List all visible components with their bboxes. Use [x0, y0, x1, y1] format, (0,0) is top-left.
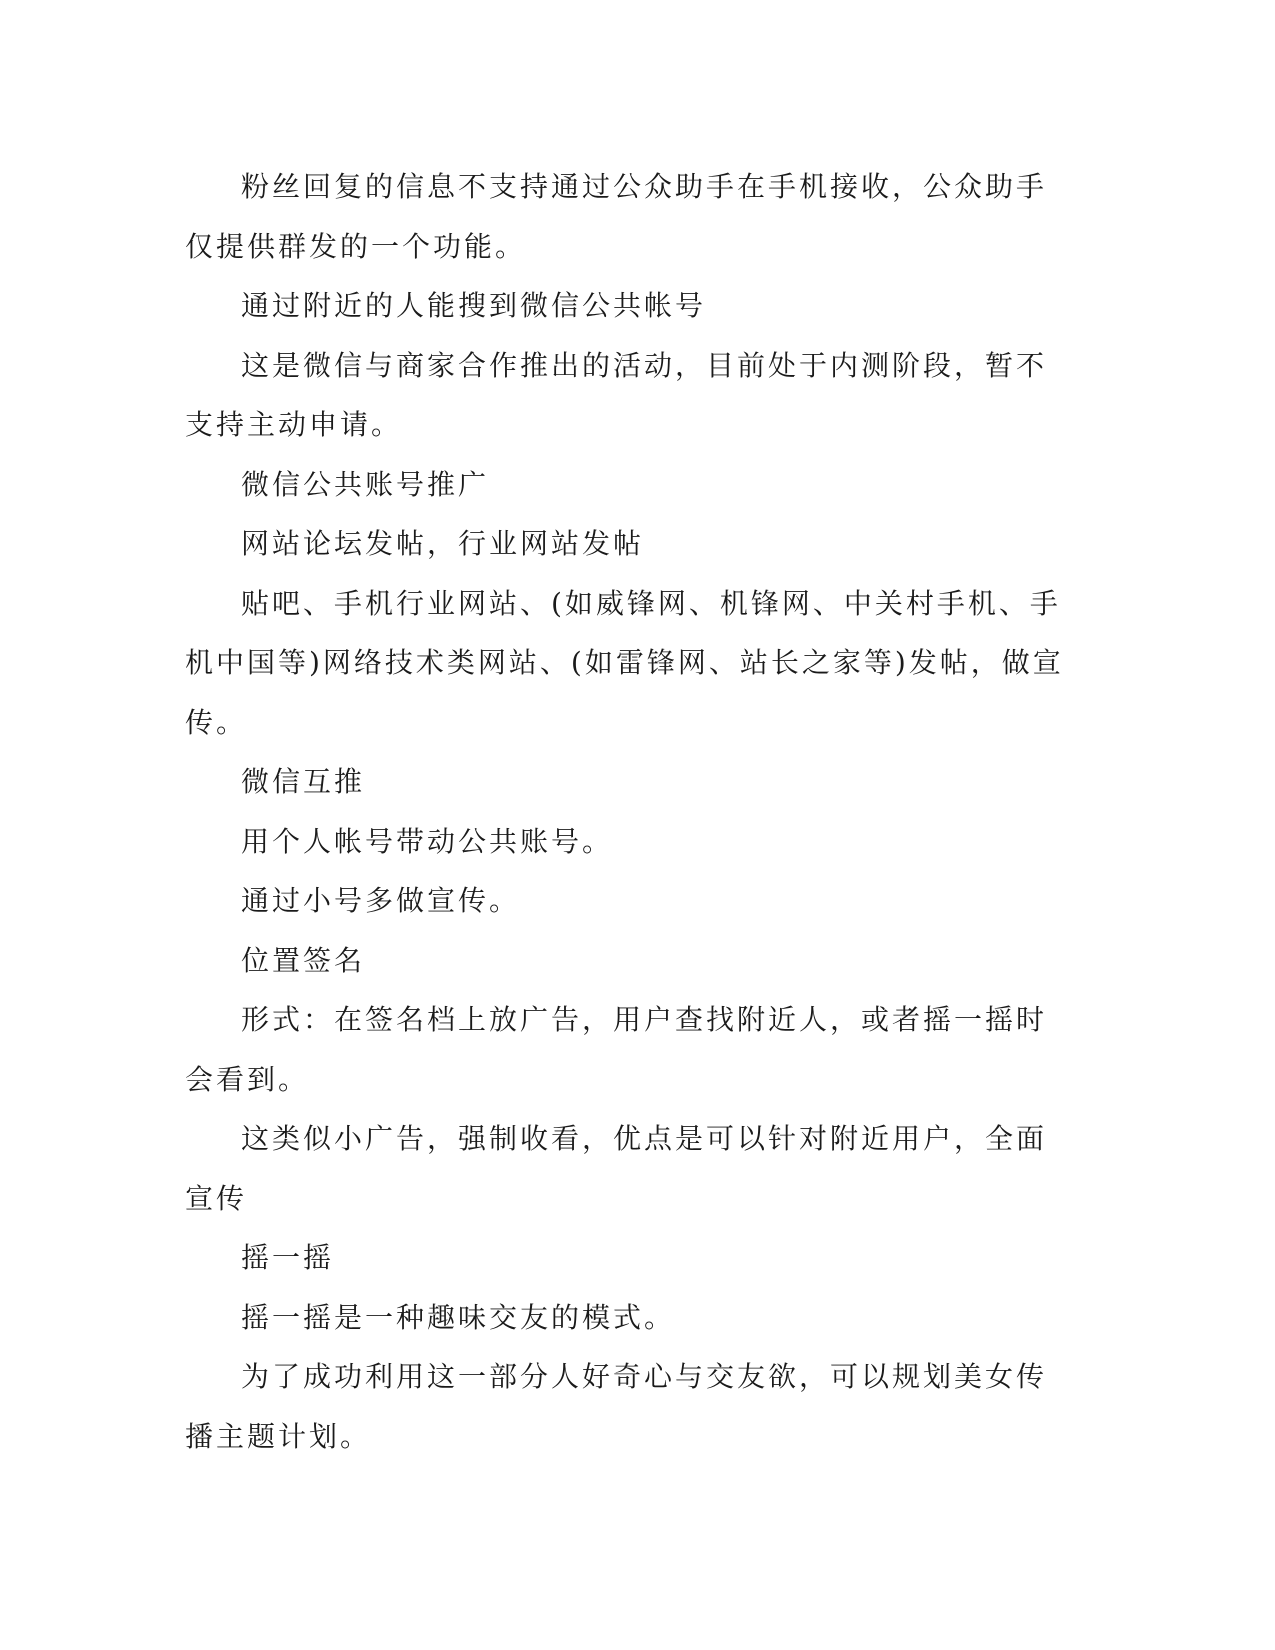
paragraph-nearby-search: 通过附近的人能搜到微信公共帐号 [241, 289, 707, 322]
paragraph-location-signature: 位置签名 [241, 943, 366, 977]
paragraph-shake-heading: 摇一摇 [241, 1241, 335, 1274]
paragraph-shake-mode: 摇一摇是一种趣味交友的模式。 [241, 1300, 676, 1334]
paragraph-merchant-cooperation: 这是微信与商家合作推出的活动，目前处于内测阶段，暂不支持主动申请。 [185, 348, 1048, 441]
paragraph-signature-form: 形式：在签名档上放广告，用户查找附近人，或者摇一摇时会看到。 [185, 1003, 1048, 1096]
paragraph-personal-account: 用个人帐号带动公共账号。 [241, 824, 614, 858]
paragraph-theme-plan: 为了成功利用这一部分人好奇心与交友欲，可以规划美女传播主题计划。 [185, 1360, 1048, 1453]
paragraph-tieba-sites: 贴吧、手机行业网站、(如威锋网、机锋网、中关村手机、手机中国等)网络技术类网站、(如雷锋网、站长之家等)发帖，做宣传。 [185, 586, 1064, 739]
paragraph-fans-reply: 粉丝回复的信息不支持通过公众助手在手机接收，公众助手仅提供群发的一个功能。 [185, 170, 1048, 263]
paragraph-promotion-heading: 微信公共账号推广 [241, 467, 490, 501]
paragraph-forum-posting: 网站论坛发帖，行业网站发帖 [241, 527, 645, 560]
paragraph-small-ads: 这类似小广告，强制收看，优点是可以针对附近用户，全面宣传 [185, 1122, 1048, 1215]
paragraph-small-accounts: 通过小号多做宣传。 [241, 884, 521, 917]
paragraph-mutual-promotion: 微信互推 [241, 765, 366, 798]
